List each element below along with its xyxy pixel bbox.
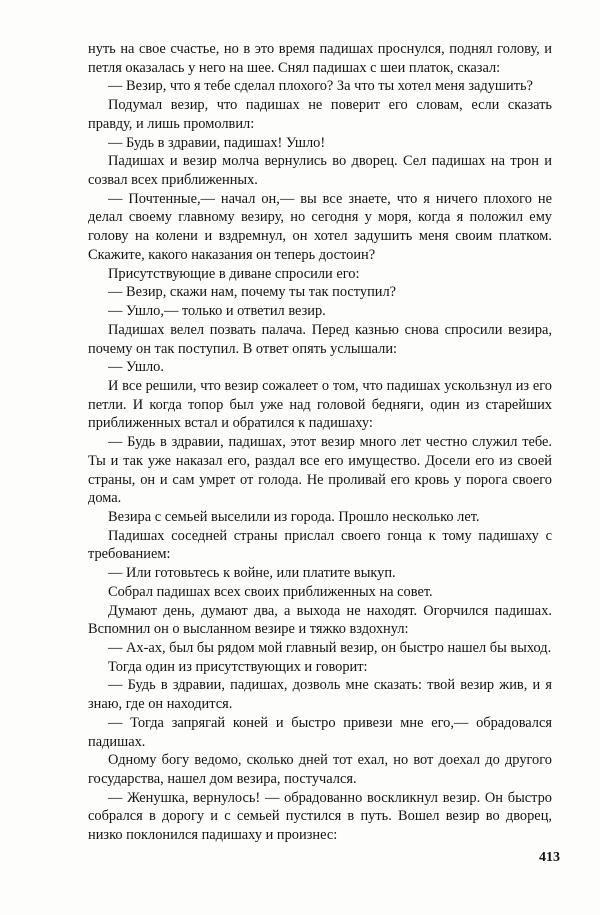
paragraph: — Почтенные,— начал он,— вы все знаете, что я ничего плохого не делал своему главному везиру, но сегодня у моря, когда я положил ему голову на колени и вздремнул, он хотел задушить меня своим платком. Скажите, какого наказания он теперь достоин? <box>88 190 552 263</box>
paragraph: И все решили, что везир сожалеет о том, что падишах ускользнул из его петли. И когда топор был уже над головой бедняги, один из старейших приближенных встал и обратился к падишаху: <box>88 377 552 432</box>
paragraph: — Ах-ах, был бы рядом мой главный везир, он быстро нашел бы выход. <box>108 640 552 656</box>
paragraph: Падишах соседней страны прислал своего гонца к тому падишаху с требованием: <box>88 527 552 563</box>
paragraph: нуть на свое счастье, но в это время падишах проснулся, поднял голову, и петля оказалась у него на шее. Снял падишах с шеи платок, сказал: <box>88 41 552 76</box>
paragraph: Падишах и везир молча вернулись во дворец. Сел падишах на трон и созвал всех приближенных. <box>88 153 552 189</box>
paragraph: — Женушка, вернулось! — обрадованно воскликнул везир. Он быстро собрался в дорогу и с семьей пустился в путь. Вошел везир во дворец, низко поклонился падишаху и произнес: <box>88 789 552 844</box>
paragraph: — Везир, что я тебе сделал плохого? За что ты хотел меня задушить? <box>108 78 533 95</box>
paragraph: — Ушло,— только и ответил везир. <box>108 303 326 320</box>
paragraph: — Везир, скажи нам, почему ты так поступил? <box>108 284 397 301</box>
paragraph: — Или готовьтесь к войне, или платите выкуп. <box>108 565 396 582</box>
page-number: 413 <box>539 850 560 865</box>
paragraph: Присутствующие в диване спросили его: <box>108 265 360 282</box>
paragraph: Собрал падишах всех своих приближенных на совет. <box>108 583 433 600</box>
paragraph: — Ушло. <box>108 359 164 376</box>
paragraph: Одному богу ведомо, сколько дней тот ехал, но вот доехал до другого государства, нашел дом везира, постучался. <box>88 752 552 788</box>
paragraph: — Будь в здравии, падишах! Ушло! <box>108 134 326 151</box>
page-text <box>88 40 552 845</box>
paragraph: Тогда один из присутствующих и говорит: <box>108 658 368 675</box>
paragraph: Подумал везир, что падишах не поверит его словам, если сказать правду, и лишь промолвил: <box>88 97 552 132</box>
paragraph: Думают день, думают два, а выхода не находят. Огорчился падишах. Вспомнил он о высланном везире и тяжко вздохнул: <box>88 602 552 638</box>
paragraph: Падишах велел позвать палача. Перед казнью снова спросили везира, почему он так поступил. В ответ опять услышали: <box>88 321 552 357</box>
paragraph: — Будь в здравии, падишах, дозволь мне сказать: твой везир жив, и я знаю, где он находится. <box>88 677 552 713</box>
paragraph: — Будь в здравии, падишах, этот везир много лет честно служил тебе. Ты и так уже наказал его, раздал все его имущество. Досели его из своей страны, он и сам умрет от голода. Не проливай его кровь у порога своего дома. <box>88 434 552 507</box>
paragraph: — Тогда запрягай коней и быстро привези мне его,— обрадовался падишах. <box>88 714 552 750</box>
paragraph: Везира с семьей выселили из города. Прошло несколько лет. <box>108 508 480 525</box>
